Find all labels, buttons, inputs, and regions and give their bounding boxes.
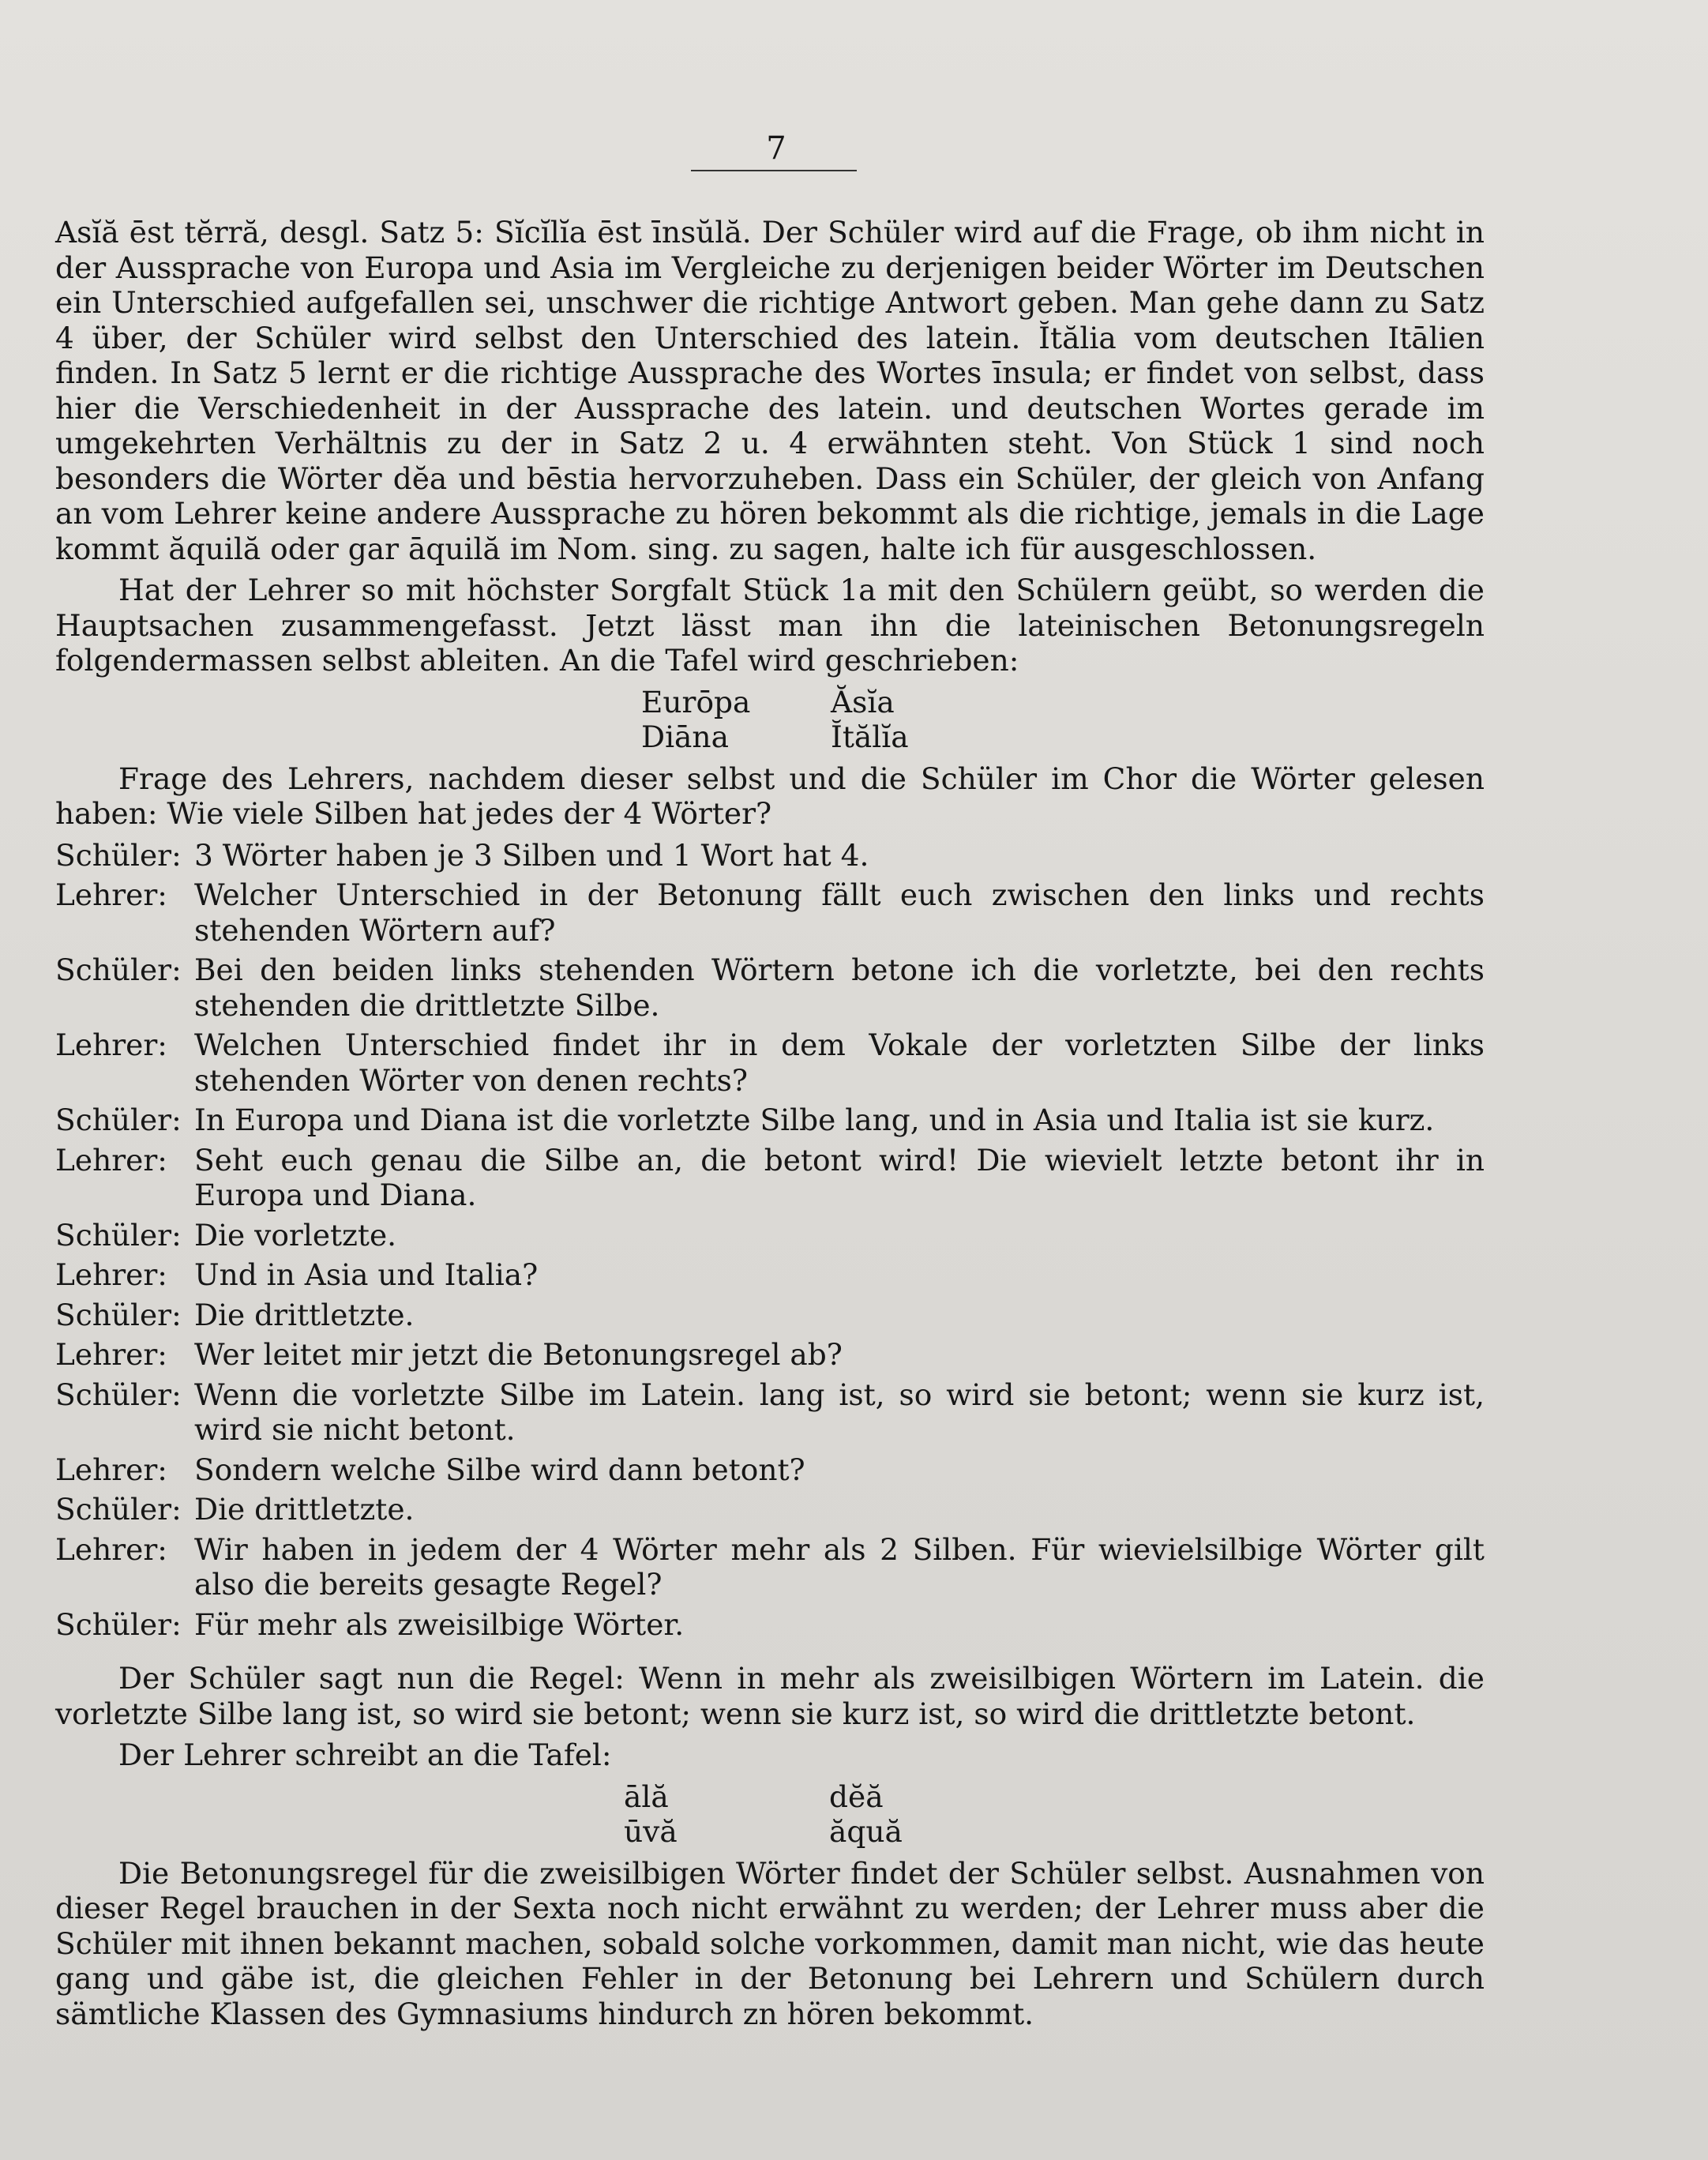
speaker: Lehrer: — [55, 1027, 167, 1062]
utterance: Seht euch genau die Silbe an, die betont wird! Die wievielt letzte betont ihr in Europa und Diana. — [194, 1142, 1485, 1212]
speaker: Schüler: — [55, 1103, 182, 1137]
utterance: Wir haben in jedem der 4 Wörter mehr als 2 Silben. Für wievielsilbige Wörter gilt also die bereits gesagte Regel? — [194, 1531, 1485, 1602]
blackboard-words-1 — [641, 685, 1485, 755]
speaker: Schüler: — [55, 1217, 182, 1253]
utterance: Die drittletzte. — [194, 1297, 415, 1332]
utterance: Wenn die vorletzte Silbe im Latein. lang ist, so wird sie betont; wenn sie kurz ist, wird sie nicht betont. — [194, 1377, 1485, 1447]
utterance: Welchen Unterschied findet ihr in dem Vokale der vorletzten Silbe der links stehenden Wörter von denen rechts? — [194, 1027, 1485, 1098]
dialogue-line — [55, 1532, 1485, 1602]
dialogue-line — [55, 1103, 1485, 1138]
speaker: Schüler: — [55, 952, 182, 987]
dialogue — [55, 838, 1485, 1643]
paragraph-5: Der Lehrer schreibt an die Tafel: — [118, 1737, 612, 1772]
paragraph-2: Hat der Lehrer so mit höchster Sorgfalt Stück 1a mit den Schülern geübt, so werden die Hauptsachen zusammengefasst. Jetzt lässt man ihn die lateinischen Betonungsregeln folgendermassen selbst ableiten. An die Tafel wird geschrieben: — [55, 573, 1485, 678]
word-europa: Eurōpa — [641, 684, 751, 719]
utterance: Bei den beiden links stehenden Wörtern betone ich die vorletzte, bei den rechts stehenden die drittletzte Silbe. — [194, 952, 1485, 1023]
blackboard-words-2 — [624, 1779, 1485, 1850]
utterance: In Europa und Diana ist die vorletzte Silbe lang, und in Asia und Italia ist sie kurz. — [194, 1103, 1435, 1137]
utterance: Wer leitet mir jetzt die Betonungsregel ab? — [194, 1337, 843, 1372]
word-dea: dĕă — [829, 1779, 884, 1814]
word-diana: Diāna — [641, 719, 729, 754]
dialogue-line — [55, 838, 1485, 873]
header-rule — [691, 170, 857, 171]
speaker: Schüler: — [55, 1377, 182, 1412]
word-italia: Ĭtălĭa — [831, 719, 909, 754]
utterance: Welcher Unterschied in der Betonung fällt euch zwischen den links und rechts stehenden Wörtern auf? — [194, 877, 1485, 948]
speaker: Lehrer: — [55, 877, 167, 912]
dialogue-line — [55, 1452, 1485, 1488]
paragraph-4: Der Schüler sagt nun die Regel: Wenn in mehr als zweisilbigen Wörtern im Latein. die vorletzte Silbe lang ist, so wird sie betont; wenn sie kurz ist, so wird die drittletzte betont. — [55, 1661, 1485, 1731]
word-asia: Ăsĭa — [831, 684, 895, 719]
page-number: 7 — [766, 130, 786, 167]
speaker: Schüler: — [55, 837, 182, 873]
word-ala: ālă — [624, 1779, 669, 1814]
utterance: Und in Asia und Italia? — [194, 1257, 539, 1292]
dialogue-line — [55, 1257, 1485, 1293]
dialogue-line — [55, 1143, 1485, 1213]
dialogue-line — [55, 1607, 1485, 1643]
word-uva: ūvă — [624, 1814, 678, 1849]
dialogue-line — [55, 1218, 1485, 1253]
dialogue-line — [55, 1298, 1485, 1333]
dialogue-line — [55, 1027, 1485, 1098]
utterance: Für mehr als zweisilbige Wörter. — [194, 1606, 685, 1642]
dialogue-line — [55, 1492, 1485, 1527]
speaker: Schüler: — [55, 1606, 182, 1642]
page-body — [55, 215, 1485, 2038]
dialogue-line — [55, 1337, 1485, 1373]
dialogue-line — [55, 877, 1485, 948]
utterance: Die drittletzte. — [194, 1492, 415, 1527]
paragraph-6: Die Betonungsregel für die zweisilbigen Wörter findet der Schüler selbst. Ausnahmen von dieser Regel brauchen in der Sexta noch nicht erwähnt zu werden; der Lehrer muss aber die Schüler mit ihnen bekannt machen, sobald solche vorkommen, damit man nicht, wie das heute gang und gäbe ist, die gleichen Fehler in der Betonung bei Lehrern und Schülern durch sämtliche Klassen des Gymnasiums hindurch zn hören bekommt. — [55, 1855, 1485, 2031]
word-aqua: ăquă — [829, 1814, 903, 1849]
speaker: Lehrer: — [55, 1452, 167, 1487]
utterance: 3 Wörter haben je 3 Silben und 1 Wort hat 4. — [194, 837, 869, 873]
speaker: Schüler: — [55, 1297, 182, 1332]
dialogue-line — [55, 952, 1485, 1023]
utterance: Die vorletzte. — [194, 1217, 397, 1253]
speaker: Lehrer: — [55, 1531, 167, 1567]
speaker: Schüler: — [55, 1492, 182, 1527]
speaker: Lehrer: — [55, 1337, 167, 1372]
speaker: Lehrer: — [55, 1257, 167, 1292]
speaker: Lehrer: — [55, 1142, 167, 1178]
dialogue-line — [55, 1377, 1485, 1448]
paragraph-3: Frage des Lehrers, nachdem dieser selbst und die Schüler im Chor die Wörter gelesen haben: Wie viele Silben hat jedes der 4 Wörter? — [55, 761, 1485, 831]
paragraph-1: Asĭă ēst tĕrră, desgl. Satz 5: Sĭcĭlĭa ēst īnsŭlă. Der Schüler wird auf die Frage, ob ihm nicht in der Aussprache von Europa und Asia im Vergleiche zu derjenigen beider Wörter im Deutschen ein Unterschied aufgefallen sei, unschwer die richtige Antwort geben. Man gehe dann zu Satz 4 über, der Schüler wird selbst den Unterschied des latein. Ĭtălia vom deutschen Itālien finden. In Satz 5 lernt er die richtige Aussprache des Wortes īnsula; er findet von selbst, dass hier die Verschiedenheit in der Aussprache des latein. und deutschen Wortes gerade im umgekehrten Verhältnis zu der in Satz 2 u. 4 erwähnten steht. Von Stück 1 sind noch besonders die Wörter dĕa und bēstia hervorzuheben. Dass ein Schüler, der gleich von Anfang an vom Lehrer keine andere Aussprache zu hören bekommt als die richtige, jemals in die Lage kommt ăquilă oder gar āquilă im Nom. sing. zu sagen, halte ich für ausgeschlossen. — [55, 215, 1485, 566]
utterance: Sondern welche Silbe wird dann betont? — [194, 1452, 805, 1487]
